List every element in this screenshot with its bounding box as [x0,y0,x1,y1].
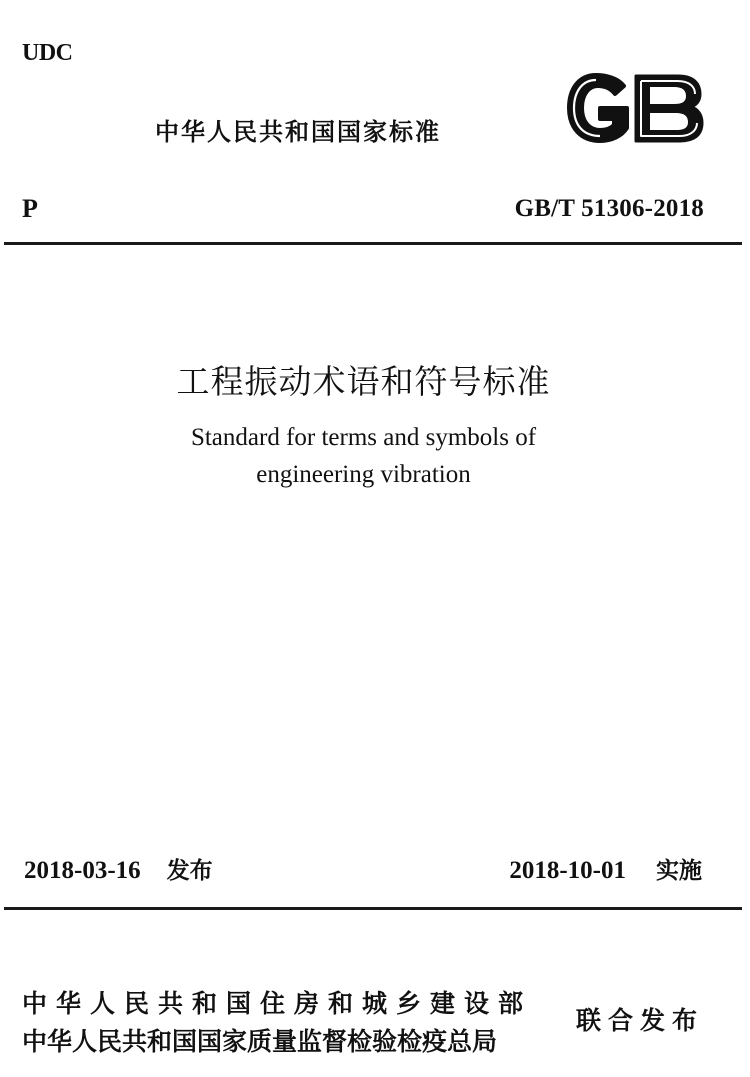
national-standard-heading: 中华人民共和国国家标准 [155,118,441,146]
title-english-line-2: engineering vibration [256,461,471,488]
issue-label: 发布 [166,858,213,884]
gb-logo [566,72,704,144]
implement-date: 2018-10-01 [509,857,626,884]
title-english-line-1: Standard for terms and symbols of [190,424,537,451]
issue-date: 2018-03-16 [24,857,141,884]
title-english [0,419,727,493]
classification-code: P [22,194,38,223]
implement-label: 实施 [656,858,702,884]
joint-issue-label: 联合发布 [576,1006,705,1035]
implement-date-block [509,852,702,885]
udc-label: UDC [22,40,73,66]
issuing-authorities [22,985,532,1061]
issuer-ministry-housing: 中华人民共和国住房和城乡建设部 [22,989,533,1018]
standard-number: GB/T 51306-2018 [514,195,704,222]
top-divider [4,242,742,245]
bottom-divider [4,907,742,910]
issuer-aqsiq: 中华人民共和国国家质量监督检验检疫总局 [22,1027,498,1056]
issue-date-block [24,852,213,885]
title-chinese: 工程振动术语和符号标准 [176,362,551,401]
